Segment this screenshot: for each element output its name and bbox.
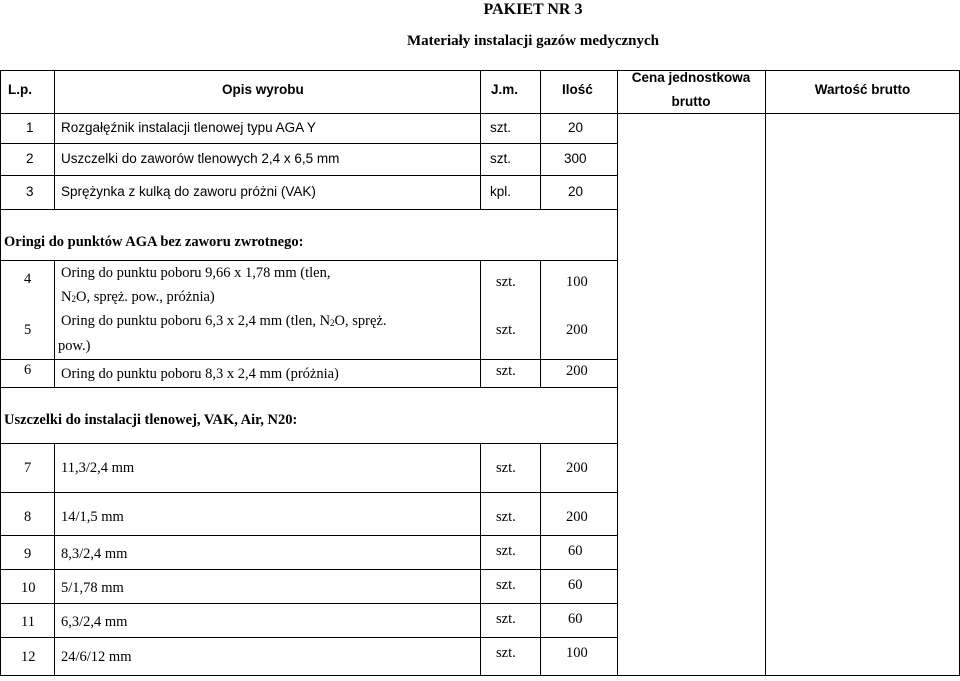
col-header-unit-price: Cena jednostkowa [631, 70, 751, 85]
row-unit: szt. [496, 274, 516, 290]
row-lp: 2 [26, 151, 34, 166]
row-qty: 60 [568, 543, 583, 559]
row-qty: 200 [566, 322, 588, 338]
row-qty: 100 [566, 274, 588, 290]
col-header-unit-price-2: brutto [671, 94, 711, 109]
row-desc: 11,3/2,4 mm [61, 460, 135, 476]
row-lp: 1 [26, 120, 34, 135]
package-title: PAKIET NR 3 [483, 1, 583, 18]
col-header-desc: Opis wyrobu [222, 82, 304, 97]
row-lp: 9 [24, 546, 32, 562]
col-header-qty: Ilość [562, 82, 593, 97]
row-qty: 20 [568, 184, 584, 199]
row-qty: 200 [566, 363, 588, 379]
row-unit: szt. [496, 577, 516, 593]
row-qty: 200 [566, 460, 588, 476]
row-lp: 4 [24, 271, 32, 287]
row-lp: 5 [24, 322, 32, 338]
section-heading-uszczelki: Uszczelki do instalacji tlenowej, VAK, Air, N20: [4, 412, 298, 428]
row-desc-line2: $N_2O$, spręż. pow., próżnia) [61, 289, 215, 305]
row-qty: 200 [566, 509, 588, 525]
row-unit: szt. [496, 363, 516, 379]
row-desc: 24/6/12 mm [61, 649, 132, 665]
row-desc: Uszczelki do zaworów tlenowych 2,4 x 6,5 mm [61, 151, 340, 166]
row-desc: Oring do punktu poboru 6,3 x 2,4 mm (tlen, $N_2O$, spręż. [61, 313, 387, 329]
row-lp: 8 [24, 509, 32, 525]
row-desc: 8,3/2,4 mm [61, 546, 128, 562]
row-unit: szt. [496, 509, 516, 525]
row-desc-line2: pow.) [58, 338, 91, 354]
col-header-total: Wartość brutto [814, 82, 911, 97]
row-desc: 14/1,5 mm [61, 509, 124, 525]
row-desc: Rozgałęźnik instalacji tlenowej typu AGA Y [61, 120, 316, 135]
row-qty: 300 [564, 151, 587, 166]
row-desc: Sprężynka z kulką do zaworu próżni (VAK) [61, 184, 316, 199]
row-desc: 5/1,78 mm [61, 580, 124, 596]
row-desc: Oring do punktu poboru 9,66 x 1,78 mm (tlen, [61, 265, 331, 281]
row-unit: szt. [496, 645, 516, 661]
row-unit: szt. [496, 460, 516, 476]
row-qty: 20 [568, 120, 584, 135]
row-unit: kpl. [490, 184, 512, 199]
row-desc: Oring do punktu poboru 8,3 x 2,4 mm (próżnia) [61, 366, 339, 382]
row-qty: 60 [568, 611, 583, 627]
row-unit: szt. [496, 611, 516, 627]
row-lp: 7 [24, 460, 32, 476]
row-qty: 100 [566, 645, 588, 661]
row-unit: szt. [490, 151, 512, 166]
row-unit: szt. [496, 543, 516, 559]
row-lp: 10 [21, 580, 36, 596]
row-lp: 11 [21, 614, 35, 630]
row-lp: 12 [21, 649, 36, 665]
section-heading-oringi: Oringi do punktów AGA bez zaworu zwrotnego: [4, 234, 304, 250]
row-lp: 6 [24, 362, 32, 378]
row-desc: 6,3/2,4 mm [61, 614, 128, 630]
col-header-unit: J.m. [491, 82, 519, 97]
col-header-lp: L.p. [8, 82, 32, 97]
row-unit: szt. [490, 120, 512, 135]
row-qty: 60 [568, 577, 583, 593]
page-subtitle: Materiały instalacji gazów medycznych [406, 33, 660, 49]
row-unit: szt. [496, 322, 516, 338]
row-lp: 3 [26, 184, 34, 199]
